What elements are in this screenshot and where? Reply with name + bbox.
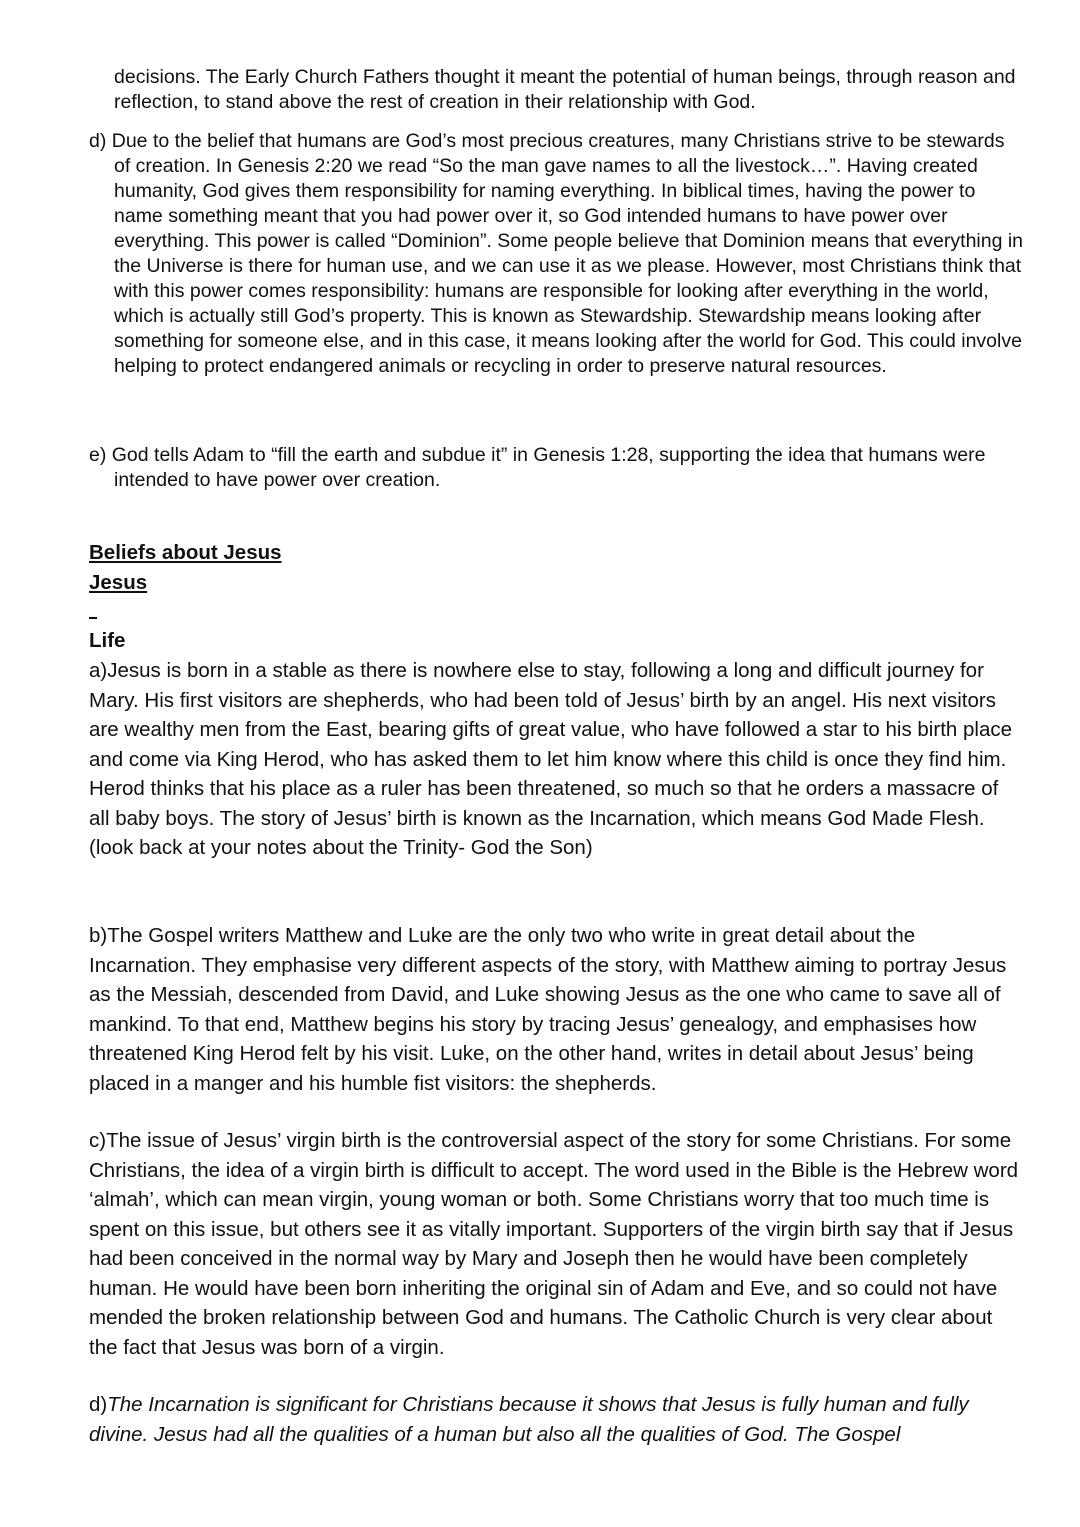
section-heading: Beliefs about Jesus [89,541,282,564]
paragraph-text: The Incarnation is significant for Christians because it shows that Jesus is fully human and fully divine. Jesus had all the qualities of a human but also all the qualities of God. The Gospel [89,1393,969,1446]
paragraph-e-dominion [89,443,1024,493]
subsection-heading: Jesus [89,571,148,594]
paragraph-life-d [89,1390,1024,1449]
paragraph-text: decisions. The Early Church Fathers thought it meant the potential of human beings, through reason and reflection, to stand above the rest of creation in their relationship with God. [114,66,1016,113]
life-heading: Life [89,629,126,652]
paragraph-text: e) God tells Adam to “fill the earth and subdue it” in Genesis 1:28, supporting the idea that humans were intended to have power over creation. [89,444,986,491]
paragraph-life-b: b)The Gospel writers Matthew and Luke are the only two who write in great detail about the Incarnation. They emphasise very different aspects of the story, with Matthew aiming to portray Jesus as the Messiah, descended from David, and Luke showing Jesus as the one who came to save all of mankind. To that end, Matthew begins his story by tracing Jesus’ genealogy, and emphasises how threatened King Herod felt by his visit. Luke, on the other hand, writes in detail about Jesus’ being placed in a manger and his humble fist visitors: the shepherds. [89,924,1007,1095]
paragraph-text: d) Due to the belief that humans are God’s most precious creatures, many Christians strive to be stewards of creation. In Genesis 2:20 we read “So the man gave names to all the livestock…”. Having created humanity, God gives them responsibility for naming everything. In biblical times, having the power to name something meant that you had power over it, so God intended humans to have power over everything. This power is called “Dominion”. Some people believe that Dominion means that everything in the Universe is there for human use, and we can use it as we please. However, most Christians think that with this power comes responsibility: humans are responsible for looking after everything in the world, which is actually still God’s property. This is known as Stewardship. Stewardship means looking after something for someone else, and in this case, it means looking after the world for God. This could involve helping to protect endangered animals or recycling in order to preserve natural resources. [89,130,1024,377]
paragraph-life-a: a)Jesus is born in a stable as there is nowhere else to stay, following a long and difficult journey for Mary. His first visitors are shepherds, who had been told of Jesus’ birth by an angel. His next visitors are wealthy men from the East, bearing gifts of great value, who have followed a star to his birth place and come via King Herod, who has asked them to let him know where this child is once they find him. Herod thinks that his place as a ruler has been threatened, so much so that he orders a massacre of all baby boys. The story of Jesus’ birth is known as the Incarnation, which means God Made Flesh. (look back at your notes about the Trinity- God the Son) [89,659,1012,859]
paragraph-d-stewardship [89,129,1024,379]
paragraph-life-c: c)The issue of Jesus’ virgin birth is the controversial aspect of the story for some Christians. For some Christians, the idea of a virgin birth is difficult to accept. The word used in the Bible is the Hebrew word ‘almah’, which can mean virgin, young woman or both. Some Christians worry that too much time is spent on this issue, but others see it as vitally important. Supporters of the virgin birth say that if Jesus had been conceived in the normal way by Mary and Joseph then he would have been completely human. He would have been born inheriting the original sin of Adam and Eve, and so could not have mended the broken relationship between God and humans. The Catholic Church is very clear about the fact that Jesus was born of a virgin. [89,1129,1019,1359]
paragraph-label: d) [89,1393,108,1416]
underline-mark [89,617,97,619]
paragraph-c-continuation [89,65,1024,115]
